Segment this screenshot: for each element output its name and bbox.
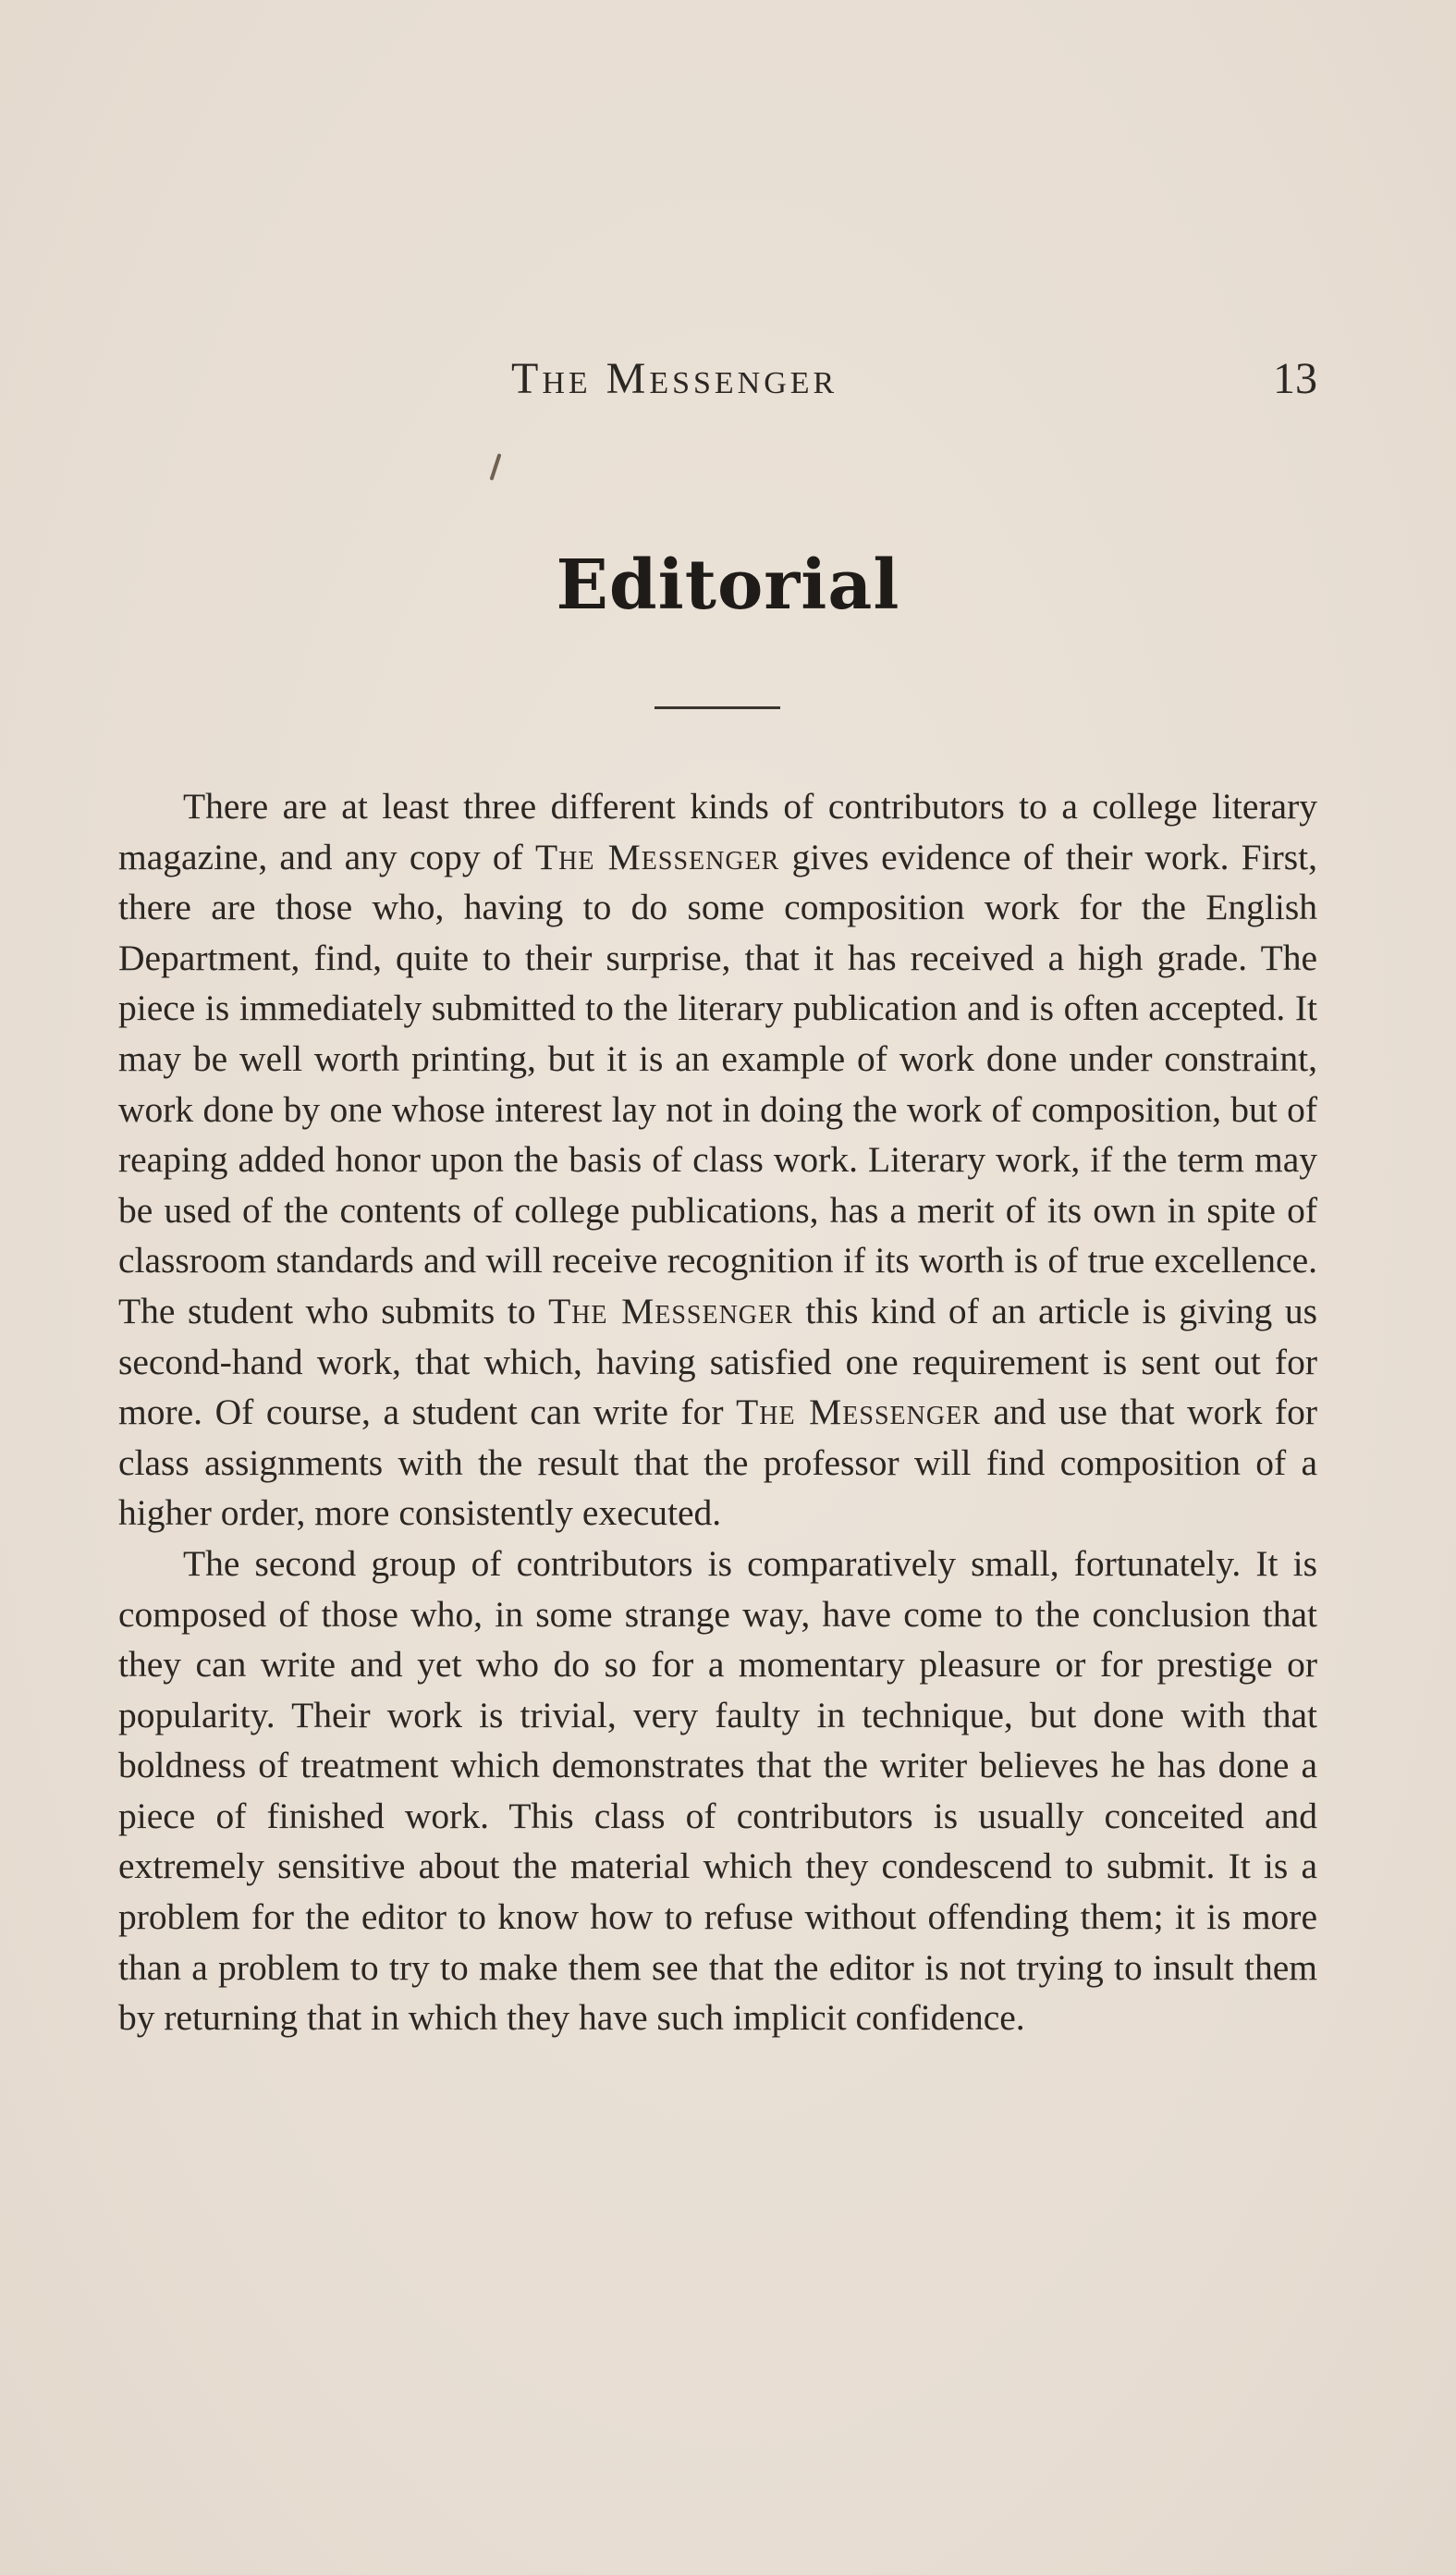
- running-title: The Messenger: [511, 354, 838, 403]
- page-number: 13: [1273, 354, 1317, 403]
- magazine-name: The Messenger: [535, 836, 780, 877]
- article-body: [118, 781, 1317, 2043]
- magazine-name: The Messenger: [548, 1290, 793, 1331]
- stray-pencil-mark: [489, 453, 501, 481]
- paragraph-1: There are at least three different kinds of contributors to a college literary magazine, and any copy of The Messenger gives evidence of their work. First, there are those who, having to do some composition work for the English Department, find, quite to their surprise, that it has received a high grade. The piece is immediately submitted to the literary publication and is often accepted. It may be well worth printing, but it is an example of work done under constraint, work done by one whose interest lay not in doing the work of composition, but of reaping added honor upon the basis of class work. Literary work, if the term may be used of the contents of college publications, has a merit of its own in spite of classroom standards and will receive recognition if its worth is of true excellence. The student who submits to The Messenger this kind of an article is giving us second-hand work, that which, having satisfied one requirement is sent out for more. Of course, a student can write for The Messenger and use that work for class assignments with the result that the professor will find composition of a higher order, more consistently executed.: [118, 786, 1317, 1534]
- title-divider: [655, 706, 780, 709]
- paragraph-2: The second group of contributors is comparatively small, fortunately. It is composed of those who, in some strange way, have come to the conclusion that they can write and yet who do so for a momentary pleasure or for prestige or popularity. Their work is trivial, very faulty in technique, but done with that boldness of treatment which demonstrates that the writer believes he has done a piece of finished work. This class of contributors is usually conceited and extremely sensitive about the material which they condescend to submit. It is a problem for the editor to know how to refuse without offending them; it is more than a problem to try to make them see that the editor is not trying to insult them by returning that in which they have such implicit confidence.: [118, 1542, 1317, 2039]
- section-title: Editorial: [556, 546, 900, 625]
- page-header: [118, 353, 1317, 409]
- magazine-name: The Messenger: [736, 1392, 981, 1433]
